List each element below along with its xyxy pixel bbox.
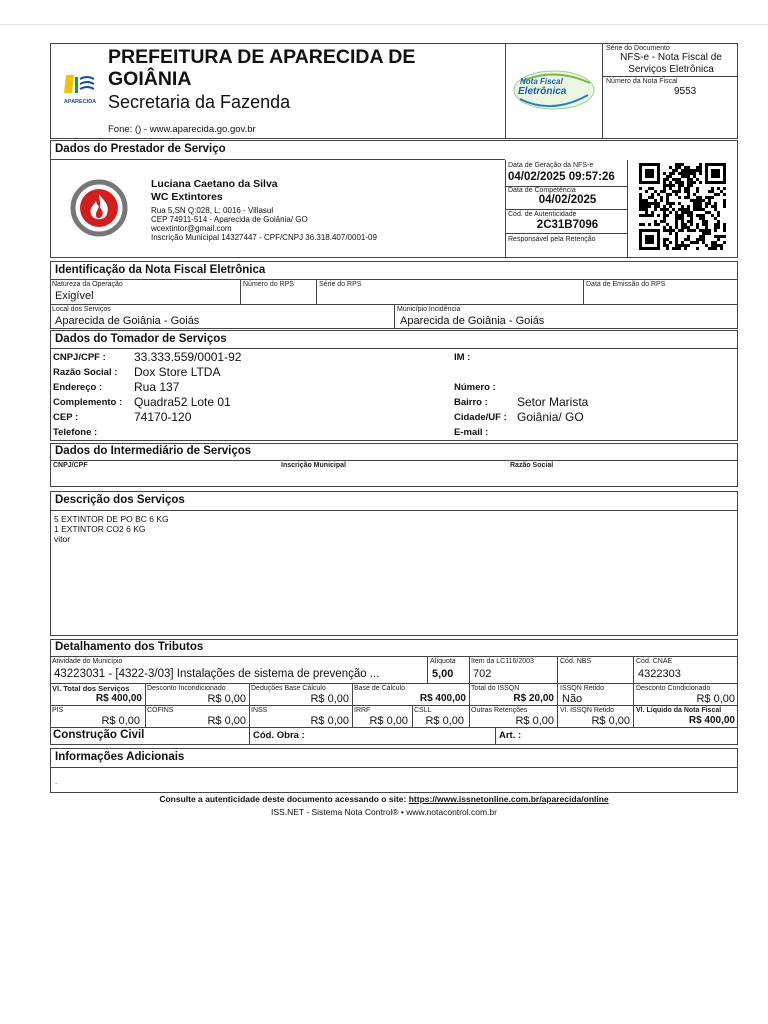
tomador-cnpj-value: 33.333.559/0001-92 (134, 350, 242, 364)
pis-value: R$ 0,00 (101, 715, 140, 727)
responsavel-label: Responsável pela Retenção (508, 236, 596, 243)
total-issqn-label: Total do ISSQN (471, 685, 520, 692)
city-logo (60, 73, 100, 109)
tomador-complemento-label: Complemento : (53, 397, 123, 408)
deducoes-label: Deduções Base Cálculo (251, 685, 326, 692)
prestador-trade-name: WC Extintores (151, 191, 223, 203)
prestador-email: wcextintor@gmail.com (151, 224, 232, 233)
irrf-label: IRRF (354, 707, 371, 714)
descricao-box (50, 491, 738, 636)
total-servicos-label: Vl. Total dos Serviços (52, 684, 130, 693)
desconto-incondicionado-label: Desconto Incondicionado (147, 685, 226, 692)
local-servicos-value: Aparecida de Goiânia - Goiás (55, 315, 200, 327)
prestador-registration: Inscrição Municipal 14327447 - CPF/CNPJ 36.318.407/0001-09 (151, 233, 377, 242)
issqn-retido-value: Não (562, 693, 583, 705)
tomador-cep-value: 74170-120 (134, 410, 192, 424)
prestador-address-line1: Rua 5,SN Q:028, L: 0016 - Villasul (151, 206, 274, 215)
total-servicos-value: R$ 400,00 (95, 693, 142, 704)
prestador-name: Luciana Caetano da Silva (151, 178, 278, 190)
nfe-logo-line2: Eletrônica (518, 86, 567, 97)
fire-extinguisher-logo-icon (70, 179, 128, 237)
base-calculo-value: R$ 400,00 (419, 693, 466, 704)
irrf-value: R$ 0,00 (369, 715, 408, 727)
intermediario-razao-label: Razão Social (510, 462, 554, 469)
geracao-value: 04/02/2025 09:57:26 (508, 171, 615, 183)
data-emissao-rps-label: Data de Emissão do RPS (586, 281, 666, 288)
numero-nota-value: 9553 (674, 86, 697, 97)
outras-retencoes-label: Outras Retenções (471, 707, 528, 714)
pis-label: PIS (52, 707, 64, 714)
cnae-value: 4322303 (638, 668, 681, 680)
natureza-label: Natureza da Operação (52, 281, 123, 288)
cofins-value: R$ 0,00 (207, 715, 246, 727)
tomador-cidade-label: Cidade/UF : (454, 412, 507, 423)
serie-value: NFS-e - Nota Fiscal de Serviços Eletrônica (620, 52, 722, 75)
cnae-label: Cód. CNAE (636, 658, 673, 665)
local-servicos-label: Local dos Serviços (52, 306, 111, 313)
descricao-line-1: 5 EXTINTOR DE PO BC 6 KG (54, 514, 169, 524)
autenticidade-label: Cód. de Autenticidade (508, 211, 577, 218)
nfe-logo-line1: Nota Fiscal (520, 77, 563, 86)
item-lc-label: Item da LC116/2003 (471, 658, 534, 665)
item-lc-value: 702 (473, 668, 492, 680)
autenticidade-value: 2C31B7096 (536, 219, 599, 231)
tomador-endereco-value: Rua 137 (134, 380, 180, 394)
csll-label: CSLL (414, 707, 432, 714)
vl-issqn-retido-value: R$ 0,00 (591, 715, 630, 727)
tomador-endereco-label: Endereço : (53, 382, 103, 393)
tomador-im-label: IM : (454, 352, 471, 363)
vl-issqn-retido-label: Vl. ISSQN Retido (560, 707, 615, 714)
inss-label: INSS (251, 707, 268, 714)
inss-value: R$ 0,00 (310, 715, 349, 727)
serie-rps-label: Série do RPS (319, 281, 362, 288)
tomador-cnpj-label: CNPJ/CPF : (53, 352, 106, 363)
municipio-incidencia-label: Município Incidência (397, 306, 461, 313)
liquido-nota-label: Vl. Líquido da Nota Fiscal (636, 707, 722, 714)
intermediario-section-title: Dados do Intermediário de Serviços (55, 445, 252, 457)
tomador-bairro-value: Setor Marista (517, 395, 589, 409)
art-label: Art. : (499, 730, 522, 741)
atividade-label: Atividade do Município (52, 658, 123, 665)
consulta-link[interactable]: https://www.issnetonline.com.br/aparecida/online (408, 794, 609, 804)
city-title: PREFEITURA DE APARECIDA DE GOIÂNIA (108, 46, 416, 90)
secretariat-name: Secretaria da Fazenda (108, 92, 291, 112)
liquido-nota-value: R$ 400,00 (688, 715, 735, 726)
identificacao-section-title: Identificação da Nota Fiscal Eletrônica (55, 264, 266, 276)
desconto-condicionado-value: R$ 0,00 (696, 693, 735, 705)
consulta-text: Consulte a autenticidade deste documento acessando o site: (159, 794, 407, 804)
outras-retencoes-value: R$ 0,00 (515, 715, 554, 727)
aliquota-label: Alíquota (430, 658, 456, 665)
adicionais-text: . (55, 777, 58, 786)
nbs-label: Cód. NBS (560, 658, 592, 665)
serie-label: Série do Documento (606, 45, 670, 52)
csll-value: R$ 0,00 (425, 715, 464, 727)
competencia-label: Data de Competência (508, 187, 576, 194)
tomador-cep-label: CEP : (53, 412, 79, 423)
construcao-civil-label: Construção Civil (53, 729, 145, 741)
cofins-label: COFINS (147, 707, 174, 714)
numero-nota-label: Número da Nota Fiscal (606, 78, 678, 85)
issqn-retido-label: ISSQN Retido (560, 685, 604, 692)
nfe-logo (508, 65, 600, 115)
numero-rps-label: Número do RPS (243, 281, 294, 288)
nfse-document (50, 43, 738, 793)
total-issqn-value: R$ 20,00 (513, 693, 554, 704)
desconto-incondicionado-value: R$ 0,00 (207, 693, 246, 705)
top-divider (0, 24, 768, 25)
system-info: ISS.NET - Sistema Nota Control® • www.notacontrol.com.br (271, 807, 497, 817)
aliquota-value: 5,00 (432, 668, 454, 680)
consulta-line (0, 794, 768, 804)
cod-obra-label: Cód. Obra : (253, 730, 305, 741)
prestador-section-title: Dados do Prestador de Serviço (55, 143, 226, 155)
tomador-bairro-label: Bairro : (454, 397, 488, 408)
contact-info: Fone: () - www.aparecida.go.gov.br (108, 124, 256, 135)
desconto-condicionado-label: Desconto Condicionado (636, 685, 711, 692)
tomador-telefone-label: Telefone : (53, 427, 98, 438)
natureza-value: Exigível (55, 290, 94, 302)
descricao-line-2: 1 EXTINTOR CO2 6 KG (54, 524, 146, 534)
municipio-incidencia-value: Aparecida de Goiânia - Goiás (400, 315, 545, 327)
prestador-address-line2: CEP 74911-514 - Aparecida de Goiânia/ GO (151, 215, 308, 224)
intermediario-cnpj-label: CNPJ/CPF (53, 462, 88, 469)
intermediario-inscricao-label: Inscrição Municipal (281, 462, 346, 469)
tomador-razao-label: Razão Social : (53, 367, 118, 378)
base-calculo-label: Base de Cálculo (354, 685, 405, 692)
tomador-section-title: Dados do Tomador de Serviços (55, 333, 227, 345)
tomador-email-label: E-mail : (454, 427, 489, 438)
tributos-section-title: Detalhamento dos Tributos (55, 641, 204, 653)
adicionais-section-title: Informações Adicionais (55, 751, 185, 763)
tomador-complemento-value: Quadra52 Lote 01 (134, 395, 231, 409)
tomador-cidade-value: Goiânia/ GO (517, 410, 584, 424)
city-logo-text: APARECIDA (63, 99, 97, 105)
descricao-section-title: Descrição dos Serviços (55, 494, 185, 506)
tomador-razao-value: Dox Store LTDA (134, 365, 221, 379)
qr-code-icon (639, 163, 731, 251)
tomador-numero-label: Número : (454, 382, 496, 393)
geracao-label: Data de Geração da NFS-e (508, 162, 594, 169)
deducoes-value: R$ 0,00 (310, 693, 349, 705)
competencia-value: 04/02/2025 (538, 194, 597, 206)
atividade-value: 43223031 - [4322-3/03] Instalações de sistema de prevenção ... (54, 668, 380, 680)
descricao-line-3: vitor (54, 534, 71, 544)
